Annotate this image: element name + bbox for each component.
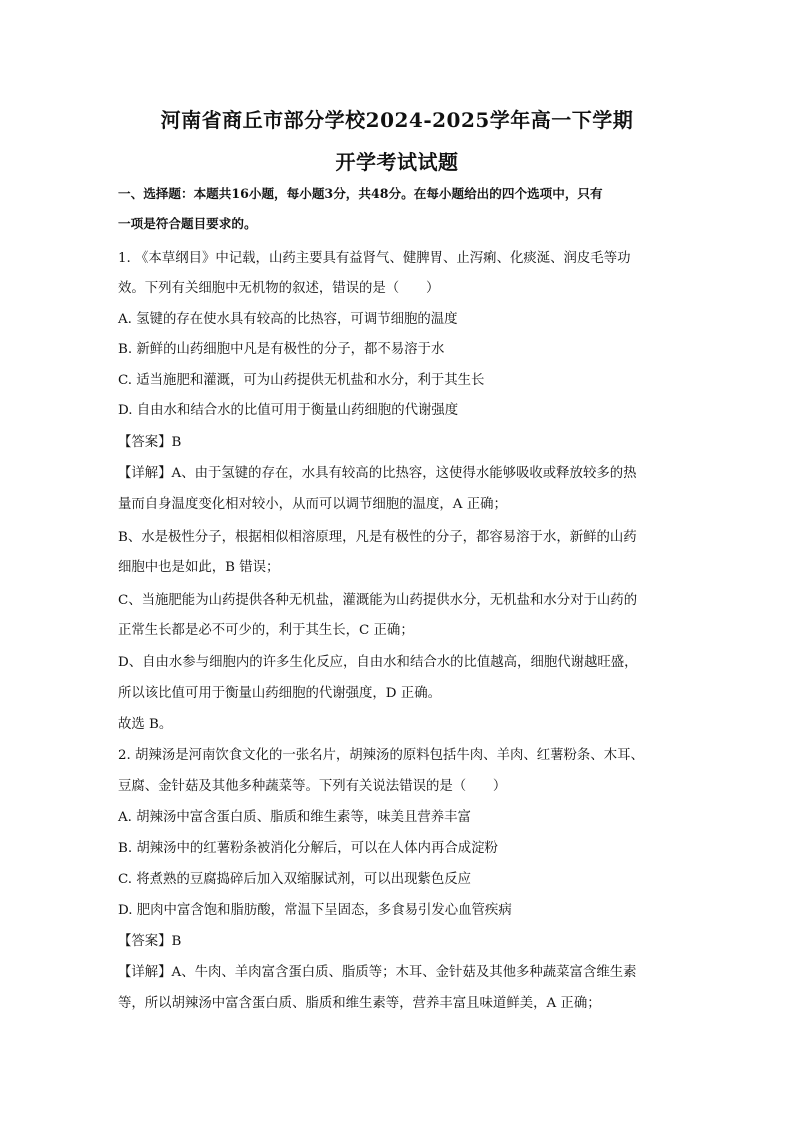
q1-conclusion: 故选 B。 xyxy=(118,717,173,732)
section-heading-line-2: 一项是符合题目要求的。 xyxy=(118,216,257,231)
q1-option-b: B. 新鲜的山药细胞中凡是有极性的分子，都不易溶于水 xyxy=(118,342,445,357)
q1-stem-line-1: 1. 《本草纲目》中记载，山药主要具有益肾气、健脾胃、止泻痢、化痰涎、润皮毛等功 xyxy=(118,251,631,266)
document-title-line-2: 开学考试试题 xyxy=(335,150,459,174)
q1-explanation-line-4: 细胞中也是如此，B 错误； xyxy=(118,560,280,575)
q1-answer: 【答案】B xyxy=(118,435,182,450)
q2-option-a: A. 胡辣汤中富含蛋白质、脂质和维生素等，味美且营养丰富 xyxy=(118,810,471,825)
q2-stem-line-1: 2. 胡辣汤是河南饮食文化的一张名片，胡辣汤的原料包括牛肉、羊肉、红薯粉条、木耳、 xyxy=(118,748,644,763)
q2-option-c: C. 将煮熟的豆腐捣碎后加入双缩脲试剂，可以出现紫色反应 xyxy=(118,872,472,887)
q2-stem-line-2: 豆腐、金针菇及其他多种蔬菜等。下列有关说法错误的是（ ） xyxy=(118,779,507,794)
section-heading-line-1: 一、选择题：本题共16小题，每小题3分，共48分。在每小题给出的四个选项中，只有 xyxy=(118,186,603,201)
q1-option-a: A. 氢键的存在使水具有较高的比热容，可调节细胞的温度 xyxy=(118,312,458,327)
q1-option-d: D. 自由水和结合水的比值可用于衡量山药细胞的代谢强度 xyxy=(118,403,459,418)
q1-option-c: C. 适当施肥和灌溉，可为山药提供无机盐和水分，利于其生长 xyxy=(118,373,485,388)
q1-explanation-line-5: C、当施肥能为山药提供各种无机盐，灌溉能为山药提供水分，无机盐和水分对于山药的 xyxy=(118,593,638,608)
q1-explanation-line-6: 正常生长都是必不可少的，利于其生长，C 正确； xyxy=(118,623,414,638)
q1-explanation-line-7: D、自由水参与细胞内的许多生化反应，自由水和结合水的比值越高，细胞代谢越旺盛， xyxy=(118,655,638,670)
q2-explanation-line-2: 等，所以胡辣汤中富含蛋白质、脂质和维生素等，营养丰富且味道鲜美，A 正确； xyxy=(118,996,601,1011)
q1-explanation-line-1: 【详解】A、由于氢键的存在，水具有较高的比热容，这使得水能够吸收或释放较多的热 xyxy=(118,466,637,481)
q2-option-b: B. 胡辣汤中的红薯粉条被消化分解后，可以在人体内再合成淀粉 xyxy=(118,841,498,856)
q1-stem-line-2: 效。下列有关细胞中无机物的叙述，错误的是（ ） xyxy=(118,281,440,296)
q1-explanation-line-3: B、水是极性分子，根据相似相溶原理，凡是有极性的分子，都容易溶于水，新鲜的山药 xyxy=(118,530,637,545)
q1-explanation-line-2: 量而自身温度变化相对较小，从而可以调节细胞的温度，A 正确； xyxy=(118,497,507,512)
q2-answer: 【答案】B xyxy=(118,934,182,949)
document-title-line-1: 河南省商丘市部分学校2024-2025学年高一下学期 xyxy=(160,108,634,132)
q2-explanation-line-1: 【详解】A、牛肉、羊肉富含蛋白质、脂质等；木耳、金针菇及其他多种蔬菜富含维生素 xyxy=(118,965,637,980)
q2-option-d: D. 肥肉中富含饱和脂肪酸，常温下呈固态，多食易引发心血管疾病 xyxy=(118,903,512,918)
q1-explanation-line-8: 所以该比值可用于衡量山药细胞的代谢强度，D 正确。 xyxy=(118,686,441,701)
